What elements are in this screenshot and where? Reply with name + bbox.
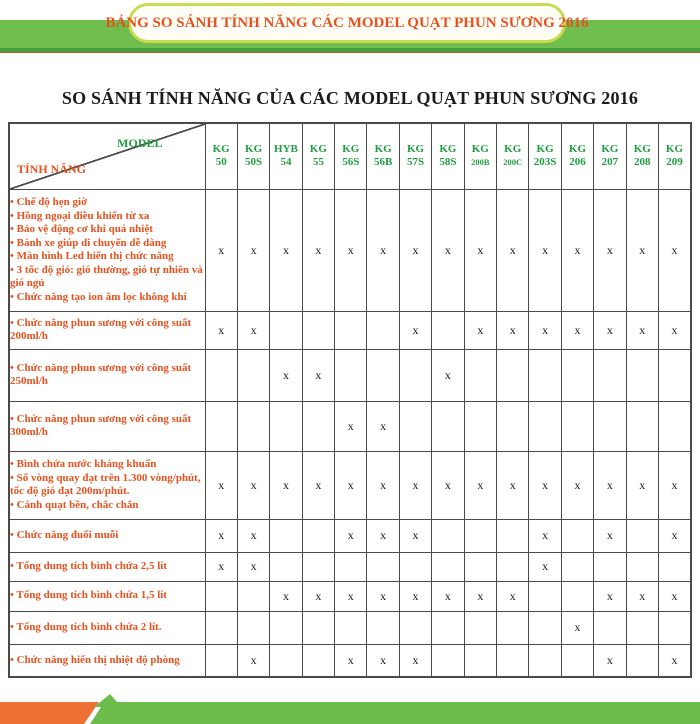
mark-cell: x: [594, 519, 626, 552]
mark-cell: [529, 611, 561, 644]
mark-cell: x: [367, 581, 399, 611]
mark-cell: [399, 552, 431, 581]
model-col-line2: 209: [666, 156, 683, 169]
mark-cell: [237, 349, 269, 401]
model-col-header: [399, 123, 431, 189]
feature-line: • Bảo vệ động cơ khi quá nhiệt: [10, 223, 153, 235]
mark-cell: x: [561, 311, 593, 349]
mark-cell: [270, 311, 302, 349]
mark-cell: [464, 644, 496, 677]
mark-cell: x: [561, 611, 593, 644]
model-col-header: [270, 123, 302, 189]
model-col-line2: 55: [312, 156, 324, 169]
mark-cell: [432, 519, 464, 552]
mark-cell: x: [270, 189, 302, 311]
corner-cell: [9, 123, 205, 189]
model-col-line1: KG: [471, 143, 489, 156]
mark-cell: [626, 552, 658, 581]
mark-cell: x: [399, 311, 431, 349]
footer-logo-bolt: [90, 694, 700, 724]
mark-cell: [561, 644, 593, 677]
mark-cell: [464, 401, 496, 451]
model-col-line1: HYB: [274, 143, 298, 156]
mark-cell: x: [497, 581, 529, 611]
mark-cell: [464, 349, 496, 401]
model-col-line2: 56B: [373, 156, 393, 169]
mark-cell: [367, 349, 399, 401]
mark-cell: x: [658, 519, 691, 552]
mark-cell: [529, 401, 561, 451]
feature-line: • Chức năng tạo ion âm lọc không khí: [10, 290, 187, 303]
model-col-line1: KG: [665, 143, 684, 156]
model-col-header: [432, 123, 464, 189]
feature-cell: [9, 611, 205, 644]
feature-row: [9, 552, 691, 581]
mark-cell: [432, 311, 464, 349]
mark-cell: x: [432, 349, 464, 401]
mark-cell: [335, 311, 367, 349]
mark-cell: [594, 349, 626, 401]
mark-cell: [626, 644, 658, 677]
feature-cell: [9, 311, 205, 349]
model-col-line2: 200C: [503, 157, 523, 168]
model-col-line2: 54: [280, 156, 292, 169]
mark-cell: x: [497, 311, 529, 349]
mark-cell: [594, 401, 626, 451]
feature-cell: [9, 451, 205, 519]
mark-cell: [432, 401, 464, 451]
feature-line: • Chức năng phun sương với công suất 200ml/h: [10, 316, 192, 342]
mark-cell: [594, 611, 626, 644]
mark-cell: [270, 611, 302, 644]
mark-cell: [529, 581, 561, 611]
mark-cell: x: [497, 189, 529, 311]
feature-row: [9, 311, 691, 349]
model-col-header: [561, 123, 593, 189]
mark-cell: [237, 401, 269, 451]
model-col-line1: KG: [374, 143, 392, 156]
mark-cell: [367, 311, 399, 349]
mark-cell: [497, 644, 529, 677]
mark-cell: [561, 401, 593, 451]
feature-row: [9, 581, 691, 611]
mark-cell: [302, 311, 334, 349]
mark-cell: x: [497, 451, 529, 519]
model-col-line1: KG: [406, 143, 425, 156]
mark-cell: x: [302, 349, 334, 401]
mark-cell: [658, 349, 691, 401]
feature-row: [9, 644, 691, 677]
model-col-line2: 57S: [406, 156, 425, 169]
feature-line: • Tổng dung tích bình chứa 2,5 lít: [10, 559, 167, 572]
model-col-line1: KG: [536, 143, 554, 156]
mark-cell: x: [399, 189, 431, 311]
model-col-line2: 58S: [439, 156, 457, 169]
mark-cell: [205, 644, 237, 677]
model-col-header: [594, 123, 626, 189]
mark-cell: [367, 552, 399, 581]
mark-cell: [464, 552, 496, 581]
mark-cell: [302, 644, 334, 677]
feature-row: [9, 611, 691, 644]
mark-cell: [626, 349, 658, 401]
banner-title: BẢNG SO SÁNH TÍNH NĂNG CÁC MODEL QUẠT PHUN SƯƠNG 2016: [105, 14, 589, 31]
mark-cell: [367, 611, 399, 644]
feature-row: [9, 189, 691, 311]
table-wrapper: [8, 122, 692, 678]
model-col-line2: 56S: [342, 156, 360, 169]
footer-orange-block: [0, 702, 99, 724]
mark-cell: [497, 519, 529, 552]
mark-cell: [464, 519, 496, 552]
features-label: TÍNH NĂNG: [17, 161, 87, 176]
mark-cell: x: [335, 401, 367, 451]
mark-cell: [205, 611, 237, 644]
mark-cell: x: [399, 581, 431, 611]
mark-cell: x: [205, 519, 237, 552]
mark-cell: x: [335, 581, 367, 611]
model-col-header: [367, 123, 399, 189]
mark-cell: x: [399, 519, 431, 552]
mark-cell: [497, 349, 529, 401]
mark-cell: x: [658, 189, 691, 311]
feature-line: • Màn hình Led hiển thị chức năng: [10, 250, 174, 262]
mark-cell: [529, 349, 561, 401]
mark-cell: [432, 552, 464, 581]
mark-cell: [270, 401, 302, 451]
model-col-line1: KG: [504, 143, 522, 156]
mark-cell: x: [302, 189, 334, 311]
mark-cell: x: [561, 451, 593, 519]
header-banner: [105, 3, 589, 43]
model-col-line1: KG: [439, 143, 457, 156]
mark-cell: [529, 644, 561, 677]
mark-cell: x: [626, 451, 658, 519]
mark-cell: [626, 611, 658, 644]
model-col-header: [464, 123, 496, 189]
model-col-line1: KG: [212, 143, 230, 156]
model-col-line1: KG: [568, 143, 587, 156]
model-col-header: [529, 123, 561, 189]
mark-cell: x: [335, 519, 367, 552]
mark-cell: x: [205, 552, 237, 581]
model-col-line1: KG: [601, 143, 619, 156]
model-col-header: [658, 123, 691, 189]
mark-cell: [658, 611, 691, 644]
mark-cell: x: [464, 451, 496, 519]
mark-cell: x: [464, 311, 496, 349]
mark-cell: x: [335, 644, 367, 677]
mark-cell: [658, 401, 691, 451]
mark-cell: [561, 581, 593, 611]
mark-cell: [237, 581, 269, 611]
model-col-line1: KG: [633, 143, 651, 156]
feature-cell: [9, 519, 205, 552]
mark-cell: [302, 611, 334, 644]
mark-cell: [497, 401, 529, 451]
model-col-line2: 50S: [245, 156, 263, 169]
mark-cell: [464, 611, 496, 644]
model-col-header: [335, 123, 367, 189]
feature-line: • Chức năng hiển thị nhiệt độ phòng: [10, 653, 180, 666]
mark-cell: [626, 519, 658, 552]
mark-cell: x: [658, 644, 691, 677]
feature-line: • Chức năng phun sương với công suất 250ml/h: [10, 361, 192, 387]
feature-cell: [9, 552, 205, 581]
model-col-line1: KG: [309, 143, 327, 156]
mark-cell: [561, 519, 593, 552]
mark-cell: x: [626, 311, 658, 349]
mark-cell: [270, 644, 302, 677]
mark-cell: [302, 401, 334, 451]
mark-cell: x: [270, 451, 302, 519]
mark-cell: [399, 349, 431, 401]
mark-cell: [497, 611, 529, 644]
mark-cell: x: [594, 581, 626, 611]
feature-row: [9, 349, 691, 401]
feature-line: • Cánh quạt bền, chắc chắn: [10, 498, 139, 511]
mark-cell: [205, 349, 237, 401]
mark-cell: x: [270, 349, 302, 401]
mark-cell: [399, 611, 431, 644]
model-col-line2: 50: [215, 156, 227, 169]
mark-cell: x: [626, 189, 658, 311]
mark-cell: [205, 581, 237, 611]
header-row: [9, 123, 691, 189]
mark-cell: x: [367, 519, 399, 552]
model-col-header: [302, 123, 334, 189]
model-col-header: [497, 123, 529, 189]
model-col-line2: 208: [634, 156, 651, 169]
mark-cell: [335, 552, 367, 581]
mark-cell: [270, 552, 302, 581]
feature-line: • 3 tốc độ gió: gió thường, gió tự nhiên và gió ngủ: [10, 263, 203, 289]
feature-line: • Chức năng đuổi muỗi: [10, 528, 119, 541]
comparison-table: [8, 122, 692, 678]
mark-cell: [335, 611, 367, 644]
mark-cell: [561, 552, 593, 581]
mark-cell: x: [594, 644, 626, 677]
model-col-line2: 206: [569, 156, 586, 169]
mark-cell: x: [464, 189, 496, 311]
mark-cell: x: [529, 519, 561, 552]
mark-cell: x: [205, 451, 237, 519]
mark-cell: x: [594, 311, 626, 349]
mark-cell: x: [302, 451, 334, 519]
mark-cell: x: [367, 401, 399, 451]
mark-cell: x: [367, 451, 399, 519]
feature-row: [9, 401, 691, 451]
mark-cell: x: [367, 644, 399, 677]
mark-cell: [302, 552, 334, 581]
mark-cell: x: [658, 311, 691, 349]
header-band-red-line: [0, 52, 700, 53]
feature-cell: [9, 349, 205, 401]
mark-cell: x: [335, 451, 367, 519]
feature-line: • Chức năng phun sương với công suất 300ml/h: [10, 412, 192, 438]
mark-cell: x: [399, 644, 431, 677]
mark-cell: x: [205, 311, 237, 349]
feature-cell: [9, 581, 205, 611]
feature-row: [9, 451, 691, 519]
mark-cell: x: [237, 451, 269, 519]
mark-cell: x: [432, 581, 464, 611]
feature-line: • Số vòng quay đạt trên 1.300 vòng/phút, tốc độ gió đạt 200m/phút.: [10, 471, 201, 497]
mark-cell: x: [626, 581, 658, 611]
mark-cell: x: [529, 189, 561, 311]
mark-cell: x: [529, 311, 561, 349]
feature-line: • Hồng ngoại điều khiển từ xa: [10, 209, 150, 222]
model-col-line1: KG: [245, 143, 263, 156]
feature-line: • Tổng dung tích bình chứa 2 lít.: [10, 620, 162, 633]
feature-line: • Bánh xe giúp di chuyển dễ dàng: [10, 236, 167, 249]
mark-cell: x: [464, 581, 496, 611]
mark-cell: [237, 611, 269, 644]
mark-cell: x: [237, 189, 269, 311]
model-col-header: [237, 123, 269, 189]
mark-cell: x: [529, 451, 561, 519]
mark-cell: [594, 552, 626, 581]
mark-cell: x: [432, 189, 464, 311]
feature-line: • Chế độ hẹn giờ: [10, 196, 88, 208]
mark-cell: x: [529, 552, 561, 581]
model-col-line2: 203S: [533, 156, 557, 169]
mark-cell: x: [205, 189, 237, 311]
mark-cell: [497, 552, 529, 581]
feature-cell: [9, 401, 205, 451]
mark-cell: x: [399, 451, 431, 519]
feature-cell: [9, 189, 205, 311]
mark-cell: x: [270, 581, 302, 611]
mark-cell: x: [302, 581, 334, 611]
mark-cell: x: [594, 451, 626, 519]
mark-cell: [626, 401, 658, 451]
model-col-header: [626, 123, 658, 189]
feature-cell: [9, 644, 205, 677]
mark-cell: [658, 552, 691, 581]
mark-cell: x: [237, 644, 269, 677]
mark-cell: x: [432, 451, 464, 519]
feature-line: • Tổng dung tích bình chứa 1,5 lít: [10, 589, 167, 602]
model-col-header: [205, 123, 237, 189]
page-title: SO SÁNH TÍNH NĂNG CỦA CÁC MODEL QUẠT PHUN SƯƠNG 2016: [61, 88, 639, 108]
mark-cell: x: [561, 189, 593, 311]
mark-cell: [270, 519, 302, 552]
model-col-line1: KG: [342, 143, 360, 156]
mark-cell: x: [237, 552, 269, 581]
mark-cell: x: [658, 581, 691, 611]
mark-cell: x: [658, 451, 691, 519]
mark-cell: x: [594, 189, 626, 311]
mark-cell: [561, 349, 593, 401]
mark-cell: [302, 519, 334, 552]
mark-cell: x: [367, 189, 399, 311]
mark-cell: [399, 401, 431, 451]
feature-row: [9, 519, 691, 552]
mark-cell: [432, 611, 464, 644]
mark-cell: [432, 644, 464, 677]
model-label: MODEL: [117, 136, 163, 150]
footer-band: [0, 694, 700, 724]
mark-cell: [205, 401, 237, 451]
mark-cell: x: [237, 519, 269, 552]
mark-cell: [335, 349, 367, 401]
model-col-line2: 207: [601, 156, 619, 169]
mark-cell: x: [335, 189, 367, 311]
mark-cell: x: [237, 311, 269, 349]
feature-line: • Bình chứa nước kháng khuẩn: [10, 458, 157, 470]
model-col-line2: 200B: [471, 157, 490, 168]
